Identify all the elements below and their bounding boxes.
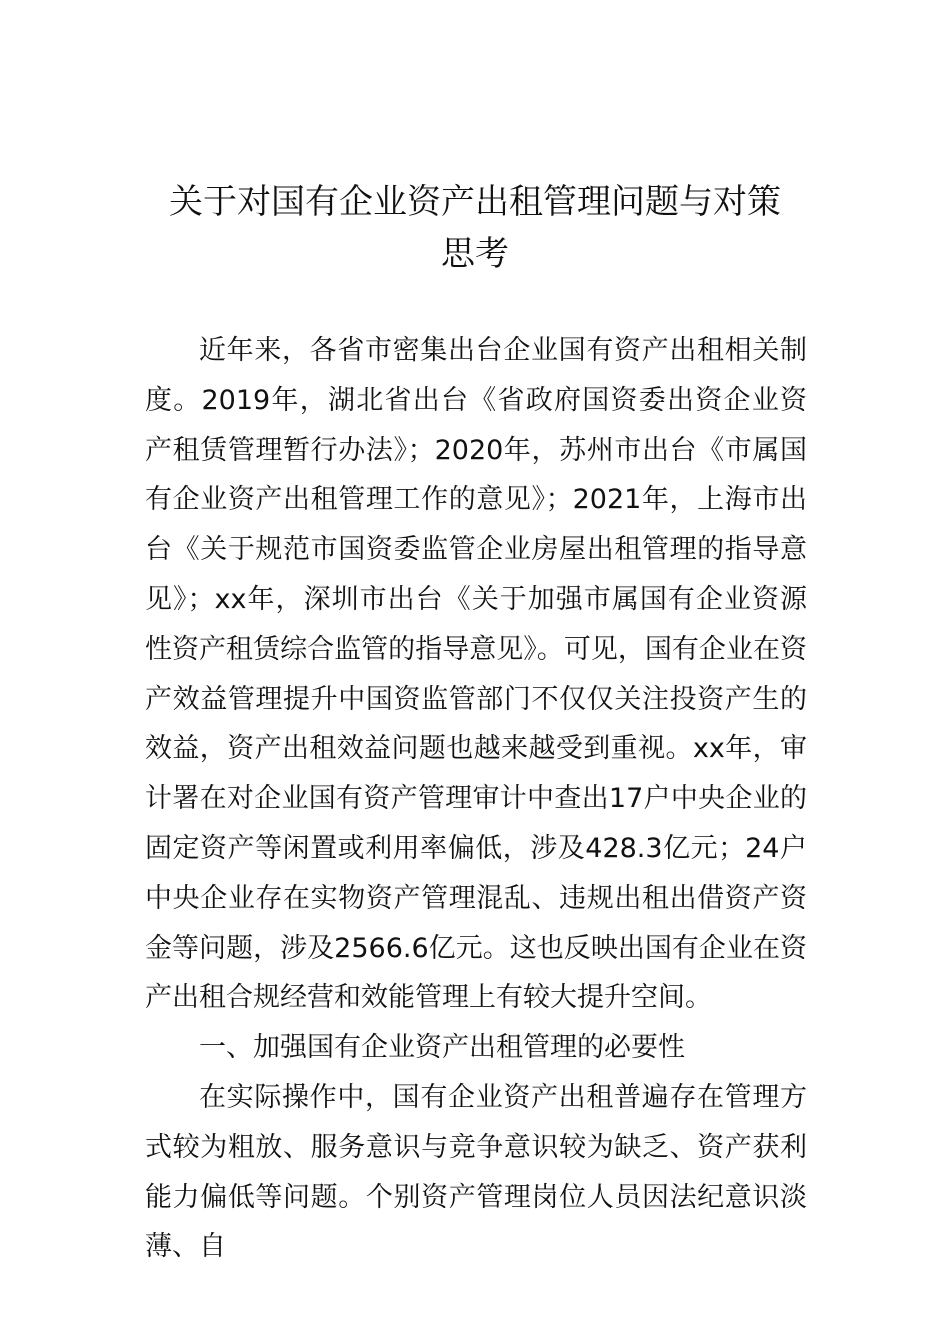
document-title-line-2: 思考 [441, 234, 509, 274]
document-body [145, 326, 807, 1272]
document-title-line-1: 关于对国有企业资产出租管理问题与对策 [169, 182, 781, 222]
section-heading-1: 一、加强国有企业资产出租管理的必要性 [199, 1032, 685, 1064]
document-title [145, 176, 805, 280]
paragraph-section1: 在实际操作中，国有企业资产出租普遍存在管理方式较为粗放、服务意识与竞争意识较为缺乏、资产获利能力偏低等问题。个别资产管理岗位人员因法纪意识淡薄、自 [145, 1081, 807, 1263]
paragraph-intro: 近年来，各省市密集出台企业国有资产出租相关制度。2019年，湖北省出台《省政府国资委出资企业资产租赁管理暂行办法》；2020年，苏州市出台《市属国有企业资产出租管理工作的意见》；2021年，上海市出台《关于规范市国资委监管企业房屋出租管理的指导意见》；xx年，深圳市出台《关于加强市属国有企业资源性资产租赁综合监管的指导意见》。可见，国有企业在资产效益管理提升中国资监管部门不仅仅关注投资产生的效益，资产出租效益问题也越来越受到重视。xx年，审计署在对企业国有资产管理审计中查出17户中央企业的固定资产等闲置或利用率偏低，涉及428.3亿元；24户中央企业存在实物资产管理混乱、违规出租出借资产资金等问题，涉及2566.6亿元。这也反映出国有企业在资产出租合规经营和效能管理上有较大提升空间。 [145, 335, 807, 1014]
